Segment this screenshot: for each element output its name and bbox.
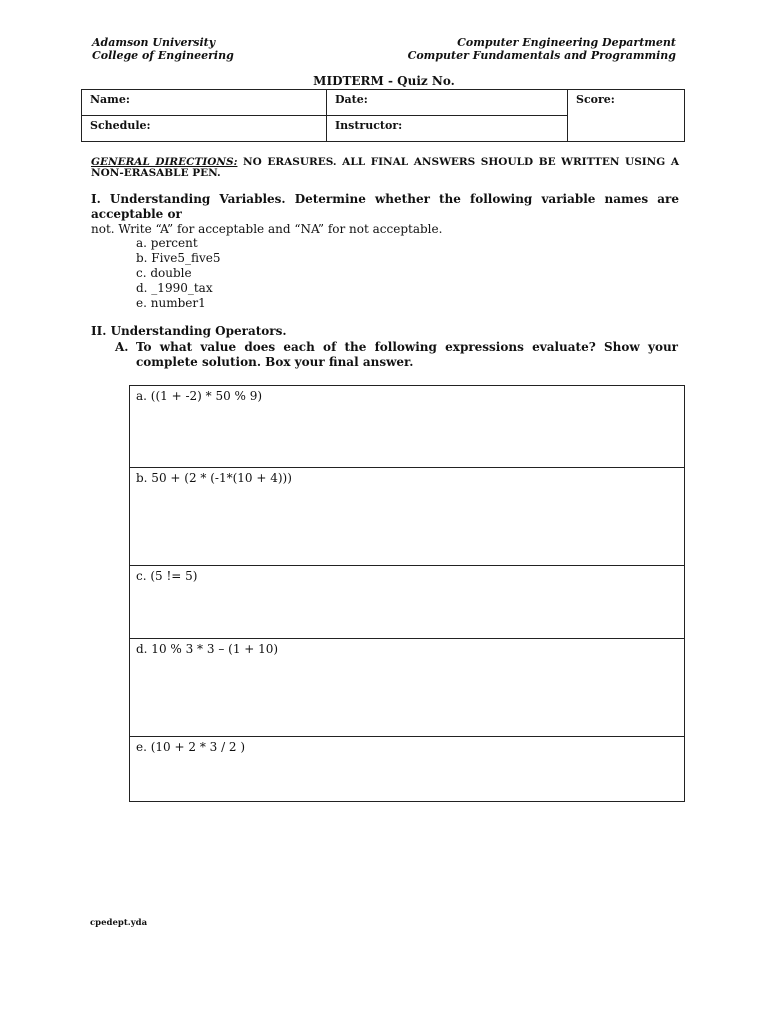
section-1 (91, 192, 679, 237)
page-title: MIDTERM - Quiz No. (313, 74, 455, 88)
college-name: College of Engineering (92, 49, 234, 62)
list-item: b. Five5_five5 (136, 251, 221, 265)
date-label: Date: (335, 93, 368, 106)
directions-text: NO ERASURES. ALL FINAL ANSWERS SHOULD BE WRITTEN USING A NON-ERASABLE PEN. (91, 156, 679, 179)
list-item: d. _1990_tax (136, 281, 213, 295)
name-label: Name: (90, 93, 130, 106)
instructor-label: Instructor: (335, 119, 403, 132)
answer-box-d[interactable] (129, 638, 685, 737)
section-2-heading: II. Understanding Operators. (91, 324, 287, 338)
name-field[interactable] (82, 90, 327, 116)
expression-a: a. ((1 + -2) * 50 % 9) (136, 389, 263, 403)
score-field[interactable] (568, 90, 685, 142)
list-item: c. double (136, 266, 192, 280)
list-item: e. number1 (136, 296, 206, 310)
variable-list (136, 236, 221, 311)
department-header (408, 36, 676, 62)
expression-c: c. (5 != 5) (136, 569, 198, 583)
list-item: a. percent (136, 236, 198, 250)
directions-lead: GENERAL DIRECTIONS: (91, 156, 238, 168)
university-header (92, 36, 234, 62)
section-1-instructions: not. Write “A” for acceptable and “NA” for not acceptable. (91, 222, 443, 236)
expression-e: e. (10 + 2 * 3 / 2 ) (136, 740, 246, 754)
section-1-heading: I. Understanding Variables. Determine whether the following variable names are acceptable or (91, 192, 679, 221)
general-directions (91, 157, 679, 179)
answer-box-a[interactable] (129, 385, 685, 468)
university-name: Adamson University (92, 36, 216, 49)
answer-box-e[interactable] (129, 736, 685, 802)
expression-d: d. 10 % 3 * 3 – (1 + 10) (136, 642, 279, 656)
course-name: Computer Fundamentals and Programming (407, 49, 676, 62)
expression-b: b. 50 + (2 * (-1*(10 + 4))) (136, 471, 292, 485)
department-name: Computer Engineering Department (457, 36, 676, 49)
answer-box-c[interactable] (129, 565, 685, 639)
footer-code: cpedept.yda (90, 918, 148, 928)
answer-box-b[interactable] (129, 467, 685, 566)
part-a-letter: A. (115, 340, 129, 354)
schedule-label: Schedule: (90, 119, 151, 132)
part-a-instructions: To what value does each of the following expressions evaluate? Show your complete solution. Box your final answer. (136, 340, 678, 369)
schedule-field[interactable] (82, 116, 327, 142)
score-label: Score: (576, 93, 615, 106)
student-info-table (81, 89, 685, 142)
instructor-field[interactable] (327, 116, 568, 142)
date-field[interactable] (327, 90, 568, 116)
